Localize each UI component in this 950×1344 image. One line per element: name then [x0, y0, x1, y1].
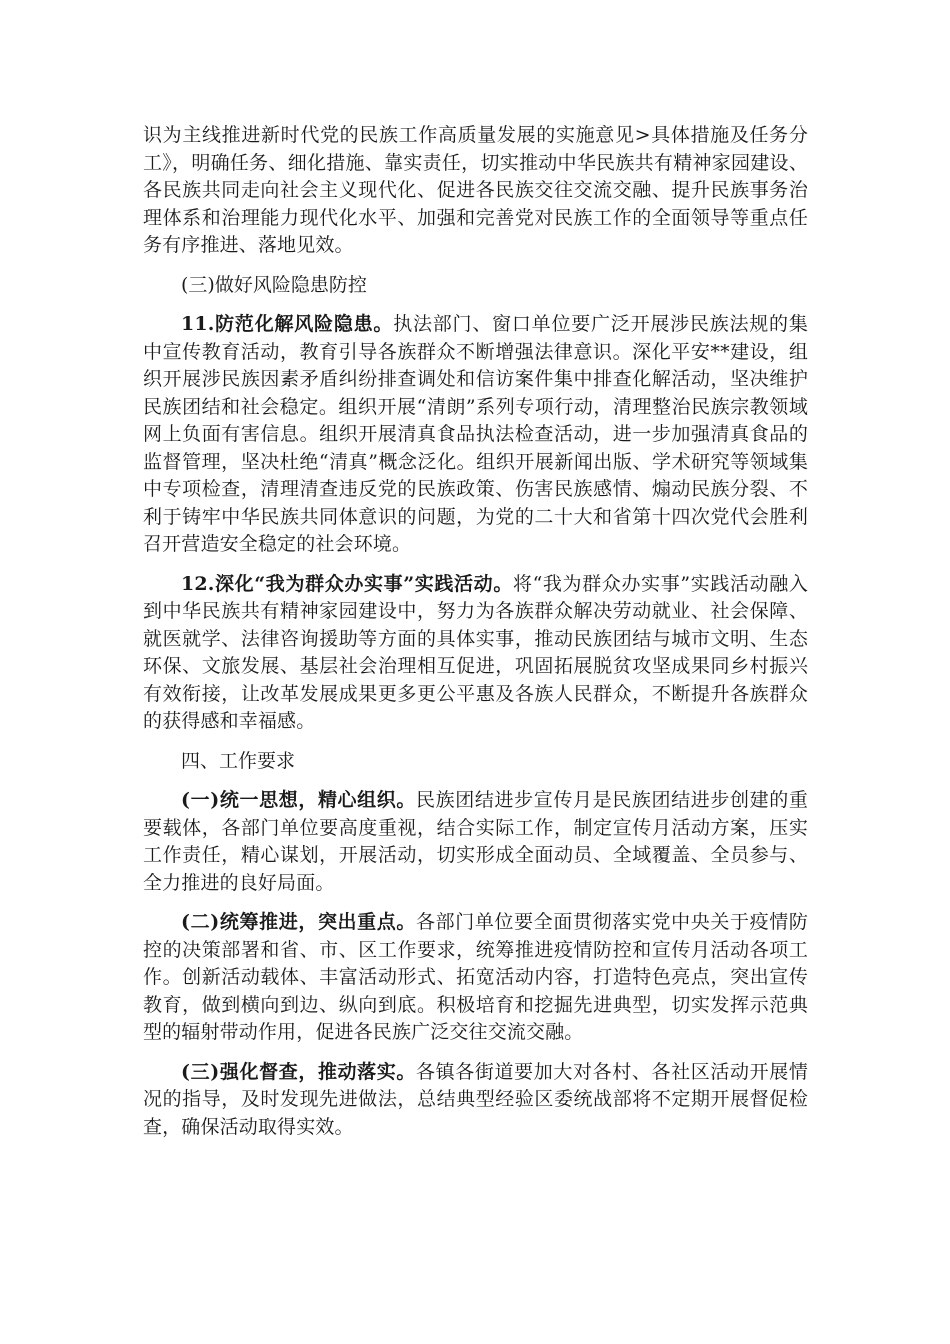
paragraph-requirement-2 — [143, 909, 808, 1047]
item-body: 民族团结进步宣传月是民族团结进步创建的重要载体，各部门单位要高度重视，结合实际工作，制定宣传月活动方案，压实工作责任，精心谋划，开展活动，切实形成全面动员、全域覆盖、全员参与、全力推进的良好局面。 — [143, 789, 808, 894]
item-lead: (三)强化督查，推动落实。 — [181, 1060, 417, 1083]
section-heading-work-requirements — [143, 748, 808, 776]
item-body: 将“我为群众办实事”实践活动融入到中华民族共有精神家园建设中，努力为各族群众解决劳动就业、社会保障、就医就学、法律咨询援助等方面的具体实事，推动民族团结与城市文明、生态环保、文旅发展、基层社会治理相互促进，巩固拓展脱贫攻坚成果同乡村振兴有效衔接，让改革发展成果更多更公平惠及各族人民群众，不断提升各族群众的获得感和幸福感。 — [143, 572, 809, 732]
paragraph-item-12 — [143, 571, 808, 736]
item-lead: 11.防范化解风险隐患。 — [181, 313, 394, 335]
heading-text: 四、工作要求 — [181, 749, 296, 772]
continuation-paragraph — [143, 122, 808, 260]
item-lead: (二)统筹推进，突出重点。 — [181, 911, 417, 933]
paragraph-item-11 — [143, 311, 808, 559]
heading-text: (三)做好风险隐患防控 — [181, 273, 367, 296]
paragraph-requirement-1 — [143, 787, 808, 897]
section-heading-risk-control — [143, 272, 808, 300]
item-body: 各部门单位要全面贯彻落实党中央关于疫情防控的决策部署和省、市、区工作要求，统筹推进疫情防控和宣传月活动各项工作。创新活动载体、丰富活动形式、拓宽活动内容，打造特色亮点，突出宣传教育，做到横向到边、纵向到底。积极培育和挖掘先进典型，切实发挥示范典型的辐射带动作用，促进各民族广泛交往交流交融。 — [143, 911, 808, 1043]
item-lead: 12.深化“我为群众办实事”实践活动。 — [181, 572, 513, 595]
item-body: 执法部门、窗口单位要广泛开展涉民族法规的集中宣传教育活动，教育引导各族群众不断增强法律意识。深化平安**建设，组织开展涉民族因素矛盾纠纷排查调处和信访案件集中排查化解活动，坚决维护民族团结和社会稳定。组织开展“清朗”系列专项行动，清理整治民族宗教领域网上负面有害信息。组织开展清真食品执法检查活动，进一步加强清真食品的监督管理，坚决杜绝“清真”概念泛化。组织开展新闻出版、学术研究等领域集中专项检查，清理清查违反党的民族政策、伤害民族感情、煽动民族分裂、不利于铸牢中华民族共同体意识的问题，为党的二十大和省第十四次党代会胜利召开营造安全稳定的社会环境。 — [143, 313, 808, 555]
paragraph-requirement-3 — [143, 1059, 808, 1142]
item-body: 各镇各街道要加大对各村、各社区活动开展情况的指导，及时发现先进做法，总结典型经验区委统战部将不定期开展督促检查，确保活动取得实效。 — [143, 1060, 808, 1138]
item-lead: (一)统一思想，精心组织。 — [181, 789, 417, 811]
document-page — [143, 122, 808, 1153]
paragraph-text: 识为主线推进新时代党的民族工作高质量发展的实施意见>具体措施及任务分工》，明确任务、细化措施、靠实责任，切实推动中华民族共有精神家园建设、各民族共同走向社会主义现代化、促进各民族交往交流交融、提升民族事务治理体系和治理能力现代化水平、加强和完善党对民族工作的全面领导等重点任务有序推进、落地见效。 — [143, 124, 808, 256]
